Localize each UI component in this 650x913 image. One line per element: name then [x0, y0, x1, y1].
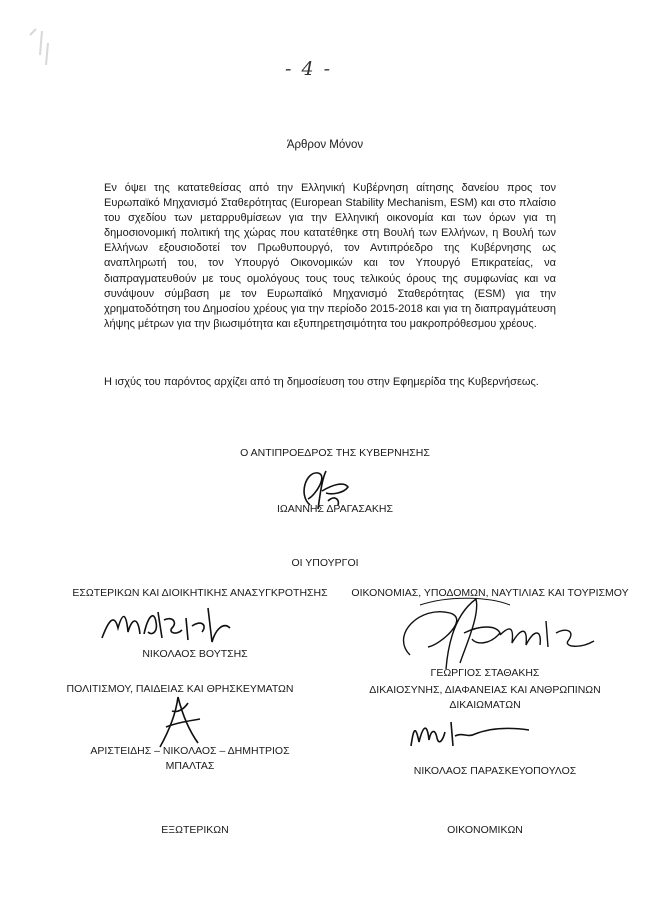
ministry-interior: ΕΣΩΤΕΡΙΚΩΝ ΚΑΙ ΔΙΟΙΚΗΤΙΚΗΣ ΑΝΑΣΥΓΚΡΟΤΗΣΗΣ [72, 587, 328, 599]
article-paragraph-2: Η ισχύς του παρόντος αρχίζει από τη δημοσίευση του στην Εφημερίδα της Κυβερνήσεως. [104, 376, 539, 388]
ministry-culture: ΠΟΛΙΤΙΣΜΟΥ, ΠΑΙΔΕΙΑΣ ΚΑΙ ΘΡΗΣΚΕΥΜΑΤΩΝ [66, 683, 294, 695]
scan-smudge [28, 25, 88, 85]
minister-stathakis-name: ΓΕΩΡΓΙΟΣ ΣΤΑΘΑΚΗΣ [430, 667, 540, 679]
signature-stathakis [380, 585, 600, 675]
signature-voutsis [96, 598, 246, 648]
ministry-economy: ΟΙΚΟΝΟΜΙΑΣ, ΥΠΟΔΟΜΩΝ, ΝΑΥΤΙΛΙΑΣ ΚΑΙ ΤΟΥΡΙΣΜΟΥ [351, 587, 629, 599]
page-number: - 4 - [285, 58, 333, 80]
vice-president-role: Ο ΑΝΤΙΠΡΟΕΔΡΟΣ ΤΗΣ ΚΥΒΕΡΝΗΣΗΣ [240, 447, 430, 459]
minister-baltas-name: ΑΡΙΣΤΕΙΔΗΣ – ΝΙΚΟΛΑΟΣ – ΔΗΜΗΤΡΙΟΣ ΜΠΑΛΤΑΣ [90, 745, 290, 772]
minister-voutsis-name: ΝΙΚΟΛΑΟΣ ΒΟΥΤΣΗΣ [142, 648, 248, 660]
article-title: Άρθρον Μόνον [286, 139, 364, 151]
ministry-justice: ΔΙΚΑΙΟΣΥΝΗΣ, ΔΙΑΦΑΝΕΙΑΣ ΚΑΙ ΑΝΘΡΩΠΙΝΩΝ ΔΙΚΑΙΩΜΑΤΩΝ [369, 684, 601, 711]
ministry-foreign-affairs: ΕΞΩΤΕΡΙΚΩΝ [161, 824, 229, 836]
article-paragraph-1: Εν όψει της κατατεθείσας από την Ελληνική Κυβέρνηση αίτησης δανείου προς τον Ευρωπαϊκό Μηχανισμό Σταθερότητας (European Stability Mechanism, ESM) και στο πλαίσιο του σχεδίου των μεταρρυθμίσεων για την Ελληνική οικονομία και των όρων για τη δημοσιονομική πολιτική της χώρας που κατατέθηκε στη Βουλή των Ελλήνων, η Βουλή των Ελλήνων εξουσιοδοτεί τον Πρωθυπουργό, τον Αντιπρόεδρο της Κυβέρνησης ως αναπληρωτή του, τον Υπουργό Οικονομικών και τον Υπουργό Επικρατείας, να διαπραγματευθούν με τους ομολόγους τους τους τελικούς όρους της συμφωνίας και να συνάψουν σύμβαση με τον Ευρωπαϊκό Μηχανισμό Σταθερότητας (ESM) για την χρηματοδότηση του Δημοσίου χρέους για την περίοδο 2015-2018 και για τη διαπραγμάτευση λήψης μέτρων για την βιωσιμότητα και εξυπηρετησιμότητα του μακροπρόθεσμου χρέους. [104, 182, 556, 330]
minister-paraskevopoulos-name: ΝΙΚΟΛΑΟΣ ΠΑΡΑΣΚΕΥΟΠΟΥΛΟΣ [413, 765, 577, 777]
vice-president-name: ΙΩΑΝΝΗΣ ΔΡΑΓΑΣΑΚΗΣ [277, 503, 393, 515]
ministers-heading: ΟΙ ΥΠΟΥΡΓΟΙ [291, 557, 359, 569]
signature-paraskevopoulos [405, 712, 535, 752]
ministry-finance: ΟΙΚΟΝΟΜΙΚΩΝ [447, 824, 523, 836]
